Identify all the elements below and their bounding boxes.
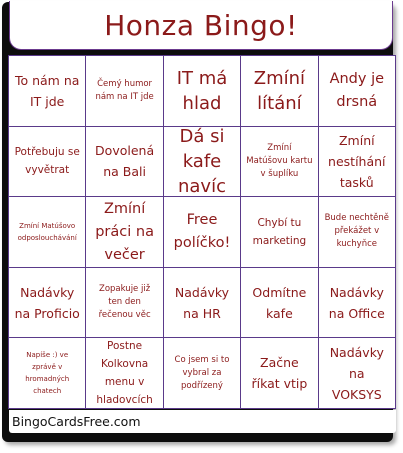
- cell-text: Co jsem si to vybral za podřízený: [174, 354, 230, 391]
- cell-text: Odmítne kafe: [252, 284, 307, 321]
- bingo-cell[interactable]: [86, 338, 163, 409]
- cell-text: Nadávky na HR: [174, 284, 230, 321]
- cell-text: Zmíní Matúšovo odposlouchávání: [17, 221, 77, 242]
- footer-credit: BingoCardsFree.com: [12, 414, 141, 429]
- cell-text: Potřebuju se vyvětrat: [14, 146, 80, 177]
- bingo-cell[interactable]: [164, 56, 241, 127]
- bingo-cell[interactable]: [164, 338, 241, 409]
- cell-text: Chybí tu marketing: [252, 216, 307, 247]
- bingo-cell[interactable]: [241, 338, 318, 409]
- bingo-cell[interactable]: [9, 338, 86, 409]
- bingo-cell[interactable]: [319, 197, 396, 268]
- bingo-cell[interactable]: [86, 197, 163, 268]
- cell-text: Začne říkat vtip: [251, 355, 308, 392]
- cell-text: To nám na IT jde: [14, 72, 80, 109]
- bingo-cell[interactable]: [319, 338, 396, 409]
- bingo-cell[interactable]: [9, 268, 86, 339]
- title-banner: [9, 1, 393, 50]
- cell-text: Zmíní Matúšovu kartu v šuplíku: [246, 142, 313, 179]
- bingo-cell[interactable]: [319, 56, 396, 127]
- cell-text: Dovolená na Bali: [95, 143, 155, 180]
- bingo-cell[interactable]: [9, 197, 86, 268]
- bingo-cell[interactable]: [9, 56, 86, 127]
- cell-text: Zmíní lítání: [253, 67, 306, 114]
- bingo-cell[interactable]: [241, 197, 318, 268]
- bingo-cell[interactable]: [9, 127, 86, 198]
- footer-bar: [9, 410, 396, 433]
- cell-text: Bude nechtěně překážet v kuchyňce: [324, 213, 389, 250]
- bingo-cell[interactable]: [86, 127, 163, 198]
- bingo-cell[interactable]: [241, 127, 318, 198]
- cell-text: Nadávky na Office: [328, 284, 385, 321]
- bingo-cell[interactable]: [319, 268, 396, 339]
- cell-text: Andy je drsná: [329, 70, 385, 110]
- bingo-grid: [8, 55, 396, 409]
- cell-text: Zmíní práci na večer: [95, 200, 154, 263]
- cell-text: Zopakuje již ten den řečenou věc: [98, 284, 151, 321]
- cell-text: IT má hlad: [176, 67, 228, 114]
- bingo-cell[interactable]: [164, 268, 241, 339]
- cell-text: Free políčko!: [173, 211, 231, 251]
- bingo-cell[interactable]: [319, 127, 396, 198]
- cell-text: Nadávky na Proficio: [14, 284, 80, 321]
- cell-text: Zmíní nestíhání tasků: [328, 132, 386, 190]
- bingo-cell[interactable]: [86, 268, 163, 339]
- cell-text: Postne Kolkovna menu v hladovcích: [96, 340, 153, 407]
- free-cell[interactable]: [164, 197, 241, 268]
- bingo-cell[interactable]: [86, 56, 163, 127]
- bingo-cell[interactable]: [241, 56, 318, 127]
- cell-text: Dá si kafe navíc: [177, 126, 226, 197]
- bingo-cell[interactable]: [164, 127, 241, 198]
- cell-text: Napíše :) ve zprávě v hromadných chatech: [25, 351, 70, 396]
- bingo-cell[interactable]: [241, 268, 318, 339]
- card-title: Honza Bingo!: [104, 8, 298, 42]
- cell-text: Nadávky na VOKSYS: [329, 344, 384, 402]
- cell-text: Čemý humor nám na IT jde: [95, 78, 154, 102]
